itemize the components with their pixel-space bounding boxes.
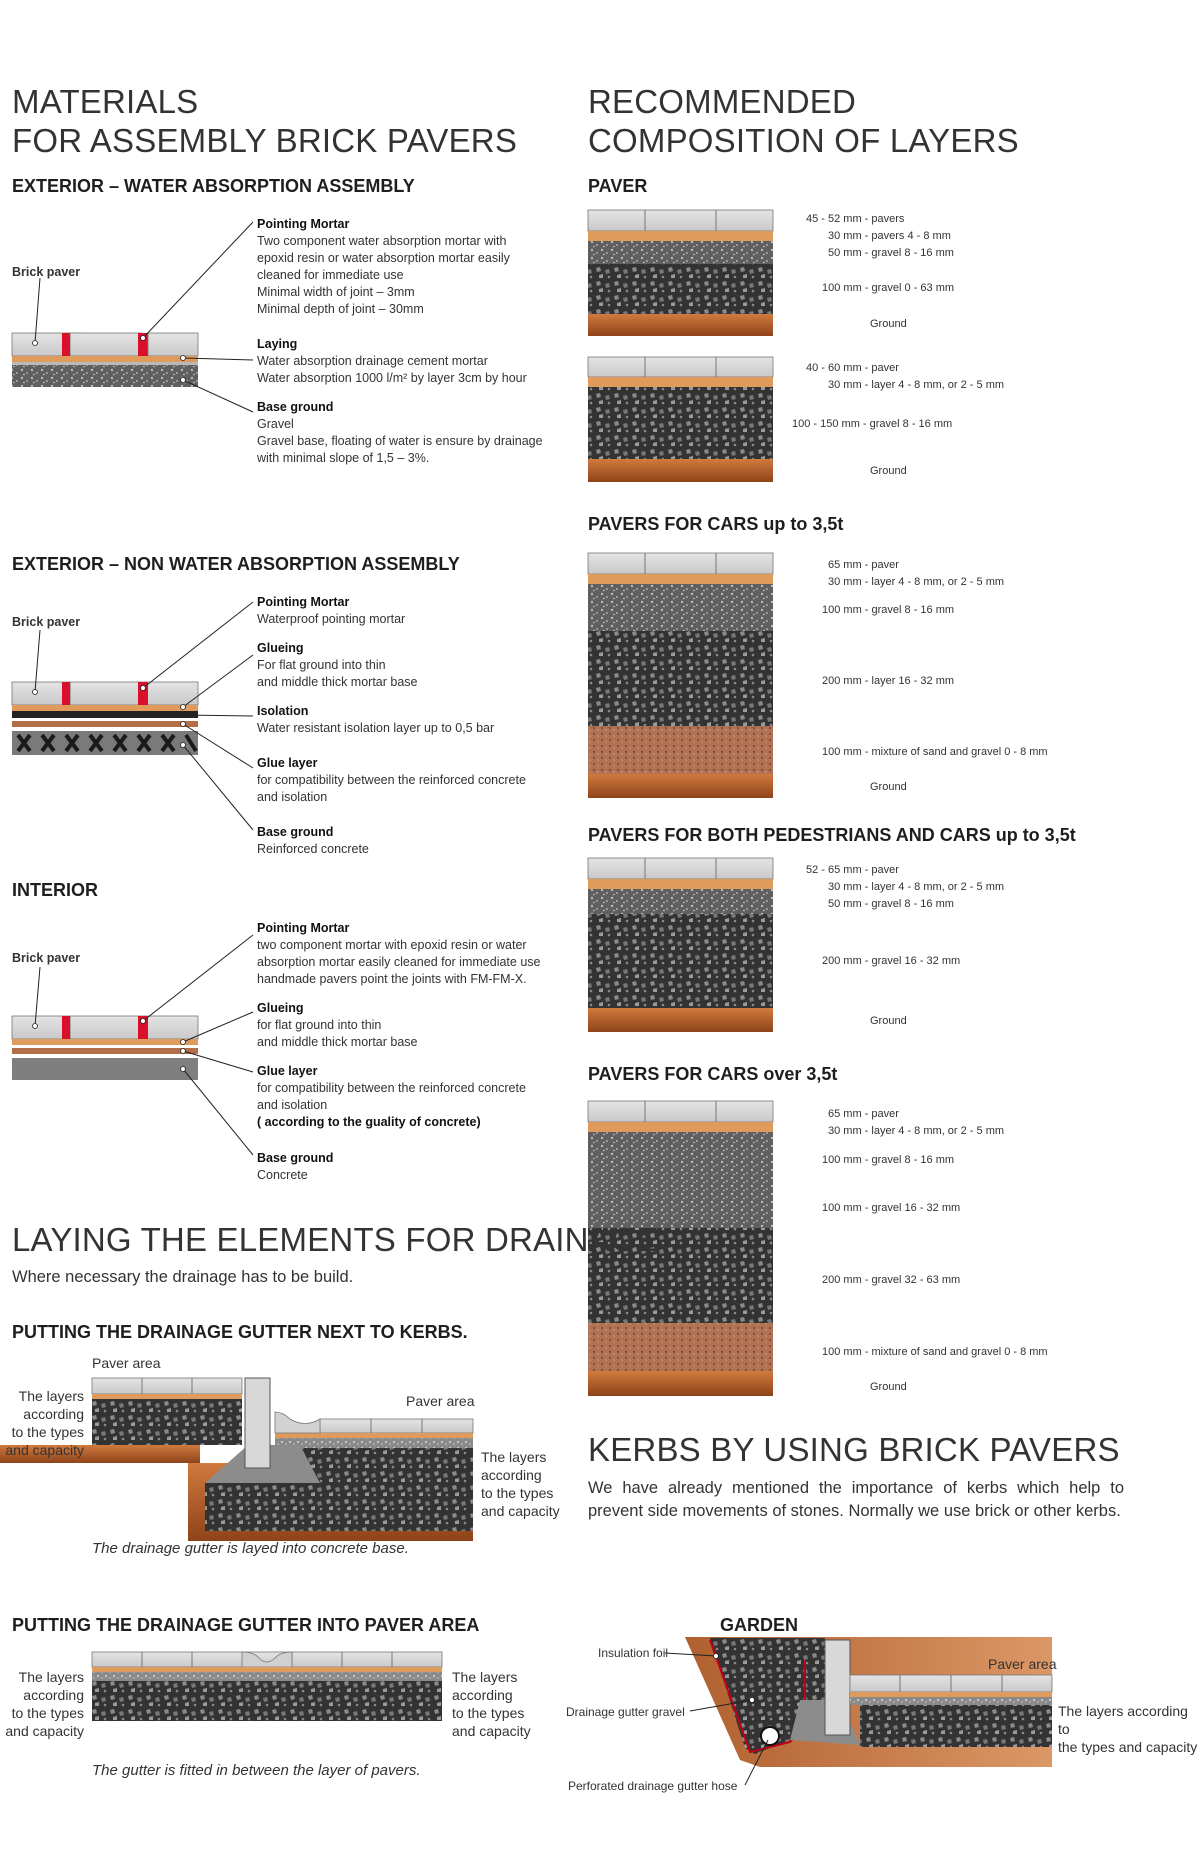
over-label-5: 200 mm - gravel 32 - 63 mm: [822, 1274, 961, 1286]
both-label-5: Ground: [870, 1015, 907, 1027]
heading-water-absorption: EXTERIOR – WATER ABSORPTION ASSEMBLY: [12, 176, 415, 196]
label-drainage-hose: Perforated drainage gutter hose: [568, 1779, 738, 1793]
label-glue-2: Glue layer for compatibility between the reinforced concrete and isolation: [257, 756, 526, 804]
heading-interior: INTERIOR: [12, 880, 99, 900]
paver-d1-label-2: 30 mm - pavers 4 - 8 mm: [828, 230, 951, 242]
cars35-label-6: Ground: [870, 781, 907, 793]
kerbs-paragraph: We have already mentioned the importance of kerbs which help to prevent side movements of stones. Normally we use brick or other kerbs.: [588, 1479, 1124, 1520]
heading-paver: PAVER: [588, 176, 648, 196]
label-pointing-2: Pointing Mortar Waterproof pointing mortar: [257, 595, 406, 626]
label-paver-area-1: Paver area: [92, 1355, 161, 1371]
diagram-gutter-in-paver-area: [92, 1652, 442, 1721]
drainage-intro: Where necessary the drainage has to be build.: [12, 1268, 354, 1286]
heading-garden: GARDEN: [720, 1615, 799, 1635]
label-base-2: Base ground Reinforced concrete: [257, 825, 369, 856]
label-glue-3: Glue layer for compatibility between the reinforced concrete and isolation ( according to the guality of concrete): [257, 1064, 526, 1129]
label-base-3: Base ground Concrete: [257, 1151, 334, 1182]
kerbs-title: KERBS BY USING BRICK PAVERS: [588, 1431, 1120, 1468]
label-layers-left-2: The layers according to the types and capacity: [5, 1669, 84, 1739]
over-label-4: 100 mm - gravel 16 - 32 mm: [822, 1202, 961, 1214]
heading-gutter-kerbs: PUTTING THE DRAINAGE GUTTER NEXT TO KERBS.: [12, 1322, 468, 1342]
over-label-3: 100 mm - gravel 8 - 16 mm: [822, 1154, 955, 1166]
heading-over-35: PAVERS FOR CARS over 3,5t: [588, 1064, 838, 1084]
heading-non-water-absorption: EXTERIOR – NON WATER ABSORPTION ASSEMBLY: [12, 554, 460, 574]
label-brick-paver-3: Brick paver: [12, 951, 81, 965]
stack-paver-1: [588, 210, 773, 336]
label-laying-1: Laying Water absorption drainage cement mortar Water absorption 1000 l/m² by layer 3cm by hour: [257, 337, 527, 385]
label-insulation-foil: Insulation foil: [598, 1646, 669, 1660]
stack-both: [588, 858, 773, 1032]
label-pointing-3: Pointing Mortar two component mortar with epoxid resin or water absorption mortar easily cleaned for immediate use handmade pavers point the joints with FM-FM-X.: [257, 921, 541, 986]
label-layers-garden: The layers according to the types and capacity: [1058, 1703, 1198, 1755]
right-title-line-1: RECOMMENDED: [588, 83, 857, 120]
heading-both: PAVERS FOR BOTH PEDESTRIANS AND CARS up to 3,5t: [588, 825, 1076, 845]
label-drainage-gravel: Drainage gutter gravel: [566, 1705, 685, 1719]
heading-gutter-paver: PUTTING THE DRAINAGE GUTTER INTO PAVER AREA: [12, 1615, 480, 1635]
label-paver-area-garden: Paver area: [988, 1656, 1057, 1672]
cars35-label-4: 200 mm - layer 16 - 32 mm: [822, 675, 955, 687]
paver-d2-label-4: Ground: [870, 465, 907, 477]
label-layers-right-1: The layers according to the types and capacity: [481, 1449, 560, 1519]
cars35-label-2: 30 mm - layer 4 - 8 mm, or 2 - 5 mm: [828, 576, 1005, 588]
diagram-non-water-absorption: [12, 602, 253, 830]
paver-d2-label-3: 100 - 150 mm - gravel 8 - 16 mm: [792, 418, 953, 430]
label-pointing-1: Pointing Mortar Two component water absorption mortar with epoxid resin or water absorption mortar easily cleaned for immediate use Minimal width of joint – 3mm Minimal depth of joint – 30mm: [257, 217, 510, 316]
label-glueing-3: Glueing for flat ground into thin and middle thick mortar base: [257, 1001, 418, 1049]
paver-d1-label-1: 45 - 52 mm - pavers: [806, 213, 905, 225]
paver-d1-label-3: 50 mm - gravel 8 - 16 mm: [828, 247, 954, 259]
both-label-4: 200 mm - gravel 16 - 32 mm: [822, 955, 961, 967]
left-title-line-1: MATERIALS: [12, 83, 199, 120]
label-base-1: Base ground Gravel Gravel base, floating of water is ensure by drainage with minimal slope of 1,5 – 3%.: [257, 400, 543, 465]
heading-cars-35: PAVERS FOR CARS up to 3,5t: [588, 514, 844, 534]
label-isolation-2: Isolation Water resistant isolation layer up to 0,5 bar: [257, 704, 495, 735]
right-title-line-2: COMPOSITION OF LAYERS: [588, 122, 1019, 159]
paver-d1-label-4: 100 mm - gravel 0 - 63 mm: [822, 282, 955, 294]
cars35-label-5: 100 mm - mixture of sand and gravel 0 - 8 mm: [822, 746, 1048, 758]
cars35-label-1: 65 mm - paver: [828, 559, 899, 571]
paver-d2-label-1: 40 - 60 mm - paver: [806, 362, 899, 374]
label-layers-right-2: The layers according to the types and capacity: [452, 1669, 531, 1739]
over-label-6: 100 mm - mixture of sand and gravel 0 - 8 mm: [822, 1346, 1048, 1358]
label-paver-area-2: Paver area: [406, 1393, 475, 1409]
paver-d2-label-2: 30 mm - layer 4 - 8 mm, or 2 - 5 mm: [828, 379, 1005, 391]
cars35-label-3: 100 mm - gravel 8 - 16 mm: [822, 604, 955, 616]
stack-paver-2: [588, 357, 773, 482]
label-glueing-2: Glueing For flat ground into thin and middle thick mortar base: [257, 641, 418, 689]
diagram-interior: [12, 935, 253, 1155]
left-title-line-2: FOR ASSEMBLY BRICK PAVERS: [12, 122, 518, 159]
both-label-2: 30 mm - layer 4 - 8 mm, or 2 - 5 mm: [828, 881, 1005, 893]
caption-gutter-kerbs: The drainage gutter is layed into concrete base.: [92, 1540, 409, 1557]
both-label-3: 50 mm - gravel 8 - 16 mm: [828, 898, 954, 910]
left-title: [12, 82, 517, 160]
label-brick-paver-2: Brick paver: [12, 615, 81, 629]
drainage-title: LAYING THE ELEMENTS FOR DRAINAGE: [12, 1221, 659, 1258]
over-label-2: 30 mm - layer 4 - 8 mm, or 2 - 5 mm: [828, 1125, 1005, 1137]
caption-gutter-paver: The gutter is fitted in between the layer of pavers.: [92, 1762, 421, 1779]
right-title: [588, 82, 1019, 160]
label-layers-left-1: The layers according to the types and capacity: [5, 1388, 84, 1458]
both-label-1: 52 - 65 mm - paver: [806, 864, 899, 876]
diagram-water-absorption: [12, 222, 253, 412]
over-label-7: Ground: [870, 1381, 907, 1393]
stack-cars-35: [588, 553, 773, 798]
label-brick-paver-1: Brick paver: [12, 265, 81, 279]
paver-d1-label-5: Ground: [870, 318, 907, 330]
over-label-1: 65 mm - paver: [828, 1108, 899, 1120]
